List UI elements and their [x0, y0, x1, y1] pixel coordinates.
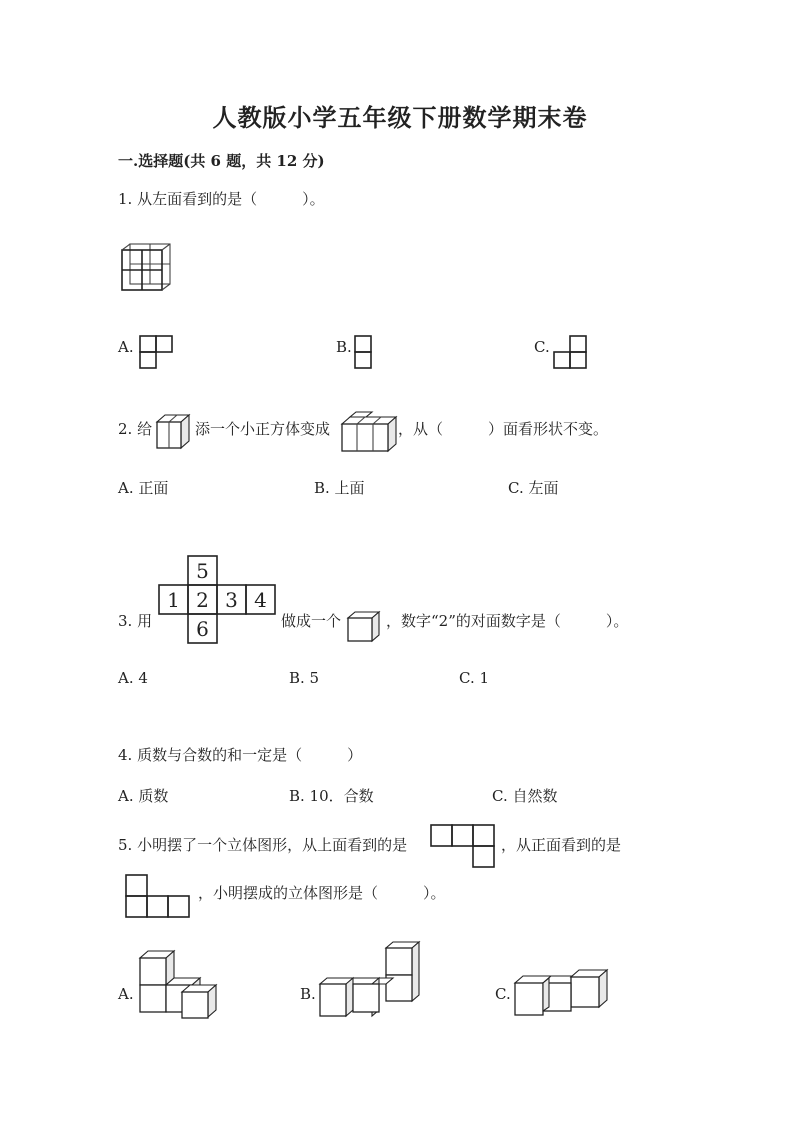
q2-three-cubes-figure — [340, 410, 400, 456]
q5-front-view-figure — [124, 873, 194, 919]
q1-cube-figure — [118, 240, 174, 296]
q1-option-c-figure — [552, 335, 590, 371]
q4-option-a[interactable]: A. 质数 — [118, 787, 169, 805]
question-2-mid: 添一个小正方体变成 — [195, 420, 331, 438]
net-number-top: 5 — [196, 559, 209, 583]
question-3-mid: 做成一个 — [281, 612, 342, 630]
q1-option-b[interactable]: B. — [336, 338, 352, 356]
q3-option-c[interactable]: C. 1 — [459, 669, 490, 687]
q5-top-view-figure — [429, 823, 499, 871]
question-2-tail: ，从（ ）面看形状不变。 — [398, 420, 609, 438]
q1-option-a-figure — [139, 335, 175, 371]
net-number-3: 3 — [225, 588, 238, 612]
q1-option-a[interactable]: A. — [118, 338, 134, 356]
q5-option-b-figure — [318, 940, 426, 1022]
net-number-bottom: 6 — [196, 617, 209, 641]
section-header: 一.选择题(共 6 题，共 12 分) — [118, 152, 325, 170]
page-title: 人教版小学五年级下册数学期末卷 — [212, 103, 588, 132]
q4-option-c[interactable]: C. 自然数 — [492, 787, 558, 805]
q5-option-c-figure — [513, 963, 621, 1021]
question-4-text: 4. 质数与合数的和一定是（ ） — [118, 746, 363, 764]
q5-option-c[interactable]: C. — [495, 985, 511, 1003]
net-number-2: 2 — [196, 588, 209, 612]
q3-option-a[interactable]: A. 4 — [118, 669, 148, 687]
q1-option-b-figure — [354, 335, 374, 371]
q3-cube-figure — [346, 610, 382, 644]
q2-two-cubes-figure — [155, 412, 195, 454]
question-2-lead: 2. 给 — [118, 420, 153, 438]
q2-option-c[interactable]: C. 左面 — [508, 479, 559, 497]
q3-option-b[interactable]: B. 5 — [289, 669, 320, 687]
question-1-text: 1. 从左面看到的是（ ）。 — [118, 190, 325, 208]
question-5-lead: 5. 小明摆了一个立体图形，从上面看到的是 — [118, 836, 408, 854]
question-3-tail: ，数字“2”的对面数字是（ ）。 — [386, 612, 629, 630]
question-5-mid: ，从正面看到的是 — [501, 836, 622, 854]
q1-option-c[interactable]: C. — [534, 338, 550, 356]
question-3-lead: 3. 用 — [118, 612, 153, 630]
q4-option-b[interactable]: B. 10．合数 — [289, 787, 374, 805]
q5-option-a-figure — [138, 948, 230, 1020]
net-number-1: 1 — [167, 588, 180, 612]
q2-option-b[interactable]: B. 上面 — [314, 479, 365, 497]
q3-cube-net — [158, 555, 278, 645]
q5-option-a[interactable]: A. — [118, 985, 134, 1003]
net-number-4: 4 — [254, 588, 267, 612]
q5-option-b[interactable]: B. — [300, 985, 316, 1003]
question-5-tail: ，小明摆成的立体图形是（ ）。 — [198, 884, 446, 902]
q2-option-a[interactable]: A. 正面 — [118, 479, 169, 497]
